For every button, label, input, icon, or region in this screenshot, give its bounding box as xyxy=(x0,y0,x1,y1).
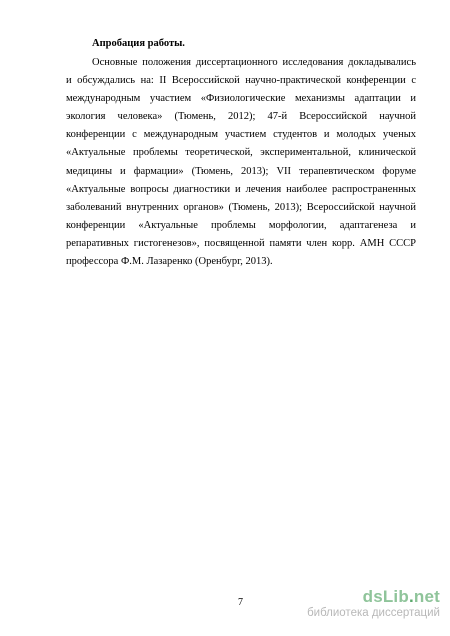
page-number: 7 xyxy=(238,597,243,608)
paragraph-line: репаративных гистогенезов», посвященной памяти член корр. АМН СССР xyxy=(66,237,416,249)
logo-tld-text: net xyxy=(413,587,440,606)
paragraph-line: заболеваний внутренних органов» (Тюмень, 2013); Всероссийской научной xyxy=(66,201,416,213)
dslib-watermark xyxy=(307,588,440,620)
paragraph-line: конференции с международным участием студентов и молодых ученых xyxy=(66,129,416,141)
paragraph-line: «Актуальные проблемы теоретической, экспериментальной, клинической xyxy=(66,147,416,159)
paragraph-line: Основные положения диссертационного исследования докладывались xyxy=(92,57,416,68)
watermark-subtitle: библиотека диссертаций xyxy=(307,607,440,619)
paragraph-line: конференции «Актуальные проблемы морфологии, адаптагенеза и xyxy=(66,219,416,231)
paragraph xyxy=(66,54,416,271)
paragraph-line: профессора Ф.М. Лазаренко (Оренбург, 2013). xyxy=(66,256,273,268)
paragraph-line: экология человека» (Тюмень, 2012); 47-й Всероссийской научной xyxy=(66,111,416,123)
dslib-logo xyxy=(307,588,440,606)
paragraph-line: «Актуальные вопросы диагностики и лечения наиболее распространенных xyxy=(66,183,416,195)
logo-dot: . xyxy=(408,587,414,606)
logo-main-text: dsLib xyxy=(362,587,409,606)
section-heading: Апробация работы. xyxy=(92,38,185,49)
paragraph-line: медицины и фармации» (Тюмень, 2013); VII терапевтическом форуме xyxy=(66,165,416,177)
paragraph-line: международным участием «Физиологические механизмы адаптации и xyxy=(66,93,416,105)
paragraph-line: и обсуждались на: II Всероссийской научно-практической конференции с xyxy=(66,75,416,87)
